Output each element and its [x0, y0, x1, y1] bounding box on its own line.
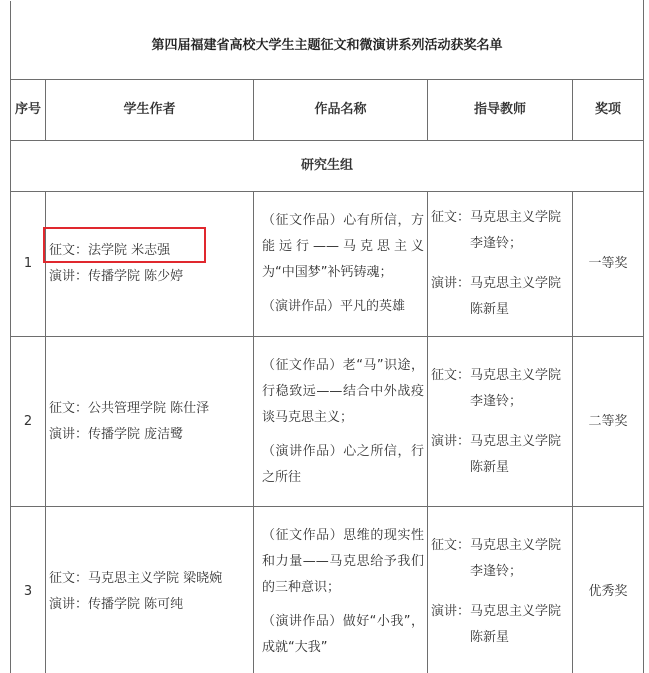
teacher-cell	[428, 507, 573, 673]
award-cell: 优秀奖	[573, 507, 644, 673]
work-speech: （演讲作品）平凡的英雄	[262, 299, 406, 314]
student-essay: 征文：公共管理学院 陈仕泽	[49, 400, 210, 416]
teacher-speech: 演讲： 马克思主义学院 陈新星	[431, 276, 562, 317]
header-student: 学生作者	[46, 80, 254, 141]
student-essay: 征文：马克思主义学院 梁晓婉	[49, 570, 223, 586]
work-essay: （征文作品）思维的现实性和力量——马克思给予我们的三种意识；	[262, 527, 424, 595]
header-index: 序号	[11, 80, 46, 141]
table-row	[11, 507, 644, 673]
award-cell: 二等奖	[573, 337, 644, 507]
work-speech: （演讲作品）做好“小我”，成就“大我”	[262, 613, 424, 655]
student-essay: 征文：法学院 米志强	[49, 243, 171, 258]
student-speech: 演讲：传播学院 庞洁鹭	[49, 426, 184, 442]
work-cell	[254, 192, 428, 337]
header-teacher: 指导教师	[428, 80, 573, 141]
table-row	[11, 192, 644, 337]
student-speech: 演讲：传播学院 陈少婷	[49, 269, 184, 284]
teacher-cell	[428, 192, 573, 337]
teacher-speech: 演讲： 马克思主义学院 陈新星	[431, 433, 562, 475]
teacher-speech: 演讲： 马克思主义学院 陈新星	[431, 603, 562, 645]
work-essay: （征文作品）老“马”识途，行稳致远——结合中外战疫谈马克思主义；	[262, 357, 424, 425]
teacher-cell	[428, 337, 573, 507]
student-speech: 演讲：传播学院 陈可纯	[49, 596, 184, 612]
row-number: 3	[11, 507, 46, 673]
award-cell: 一等奖	[573, 192, 644, 337]
group-label: 研究生组	[11, 141, 644, 192]
work-cell	[254, 507, 428, 673]
work-essay: （征文作品）心有所信，方能远行——马克思主义为“中国梦”补钙铸魂；	[262, 213, 424, 280]
row-number: 2	[11, 337, 46, 507]
row-number: 1	[11, 192, 46, 337]
student-cell	[46, 192, 254, 337]
table-title: 第四届福建省高校大学生主题征文和微演讲系列活动获奖名单	[151, 38, 503, 53]
header-award: 奖项	[573, 80, 644, 141]
table-title-cell	[11, 1, 644, 80]
work-speech: （演讲作品）心之所信，行之所往	[262, 443, 424, 485]
student-cell	[46, 507, 254, 673]
student-cell	[46, 337, 254, 507]
teacher-essay: 征文： 马克思主义学院 李逢铃；	[431, 537, 562, 579]
header-work: 作品名称	[254, 80, 428, 141]
table-row	[11, 337, 644, 507]
work-cell	[254, 337, 428, 507]
teacher-essay: 征文： 马克思主义学院 李逢铃；	[431, 210, 562, 251]
award-table	[10, 0, 644, 673]
teacher-essay: 征文： 马克思主义学院 李逢铃；	[431, 367, 562, 409]
